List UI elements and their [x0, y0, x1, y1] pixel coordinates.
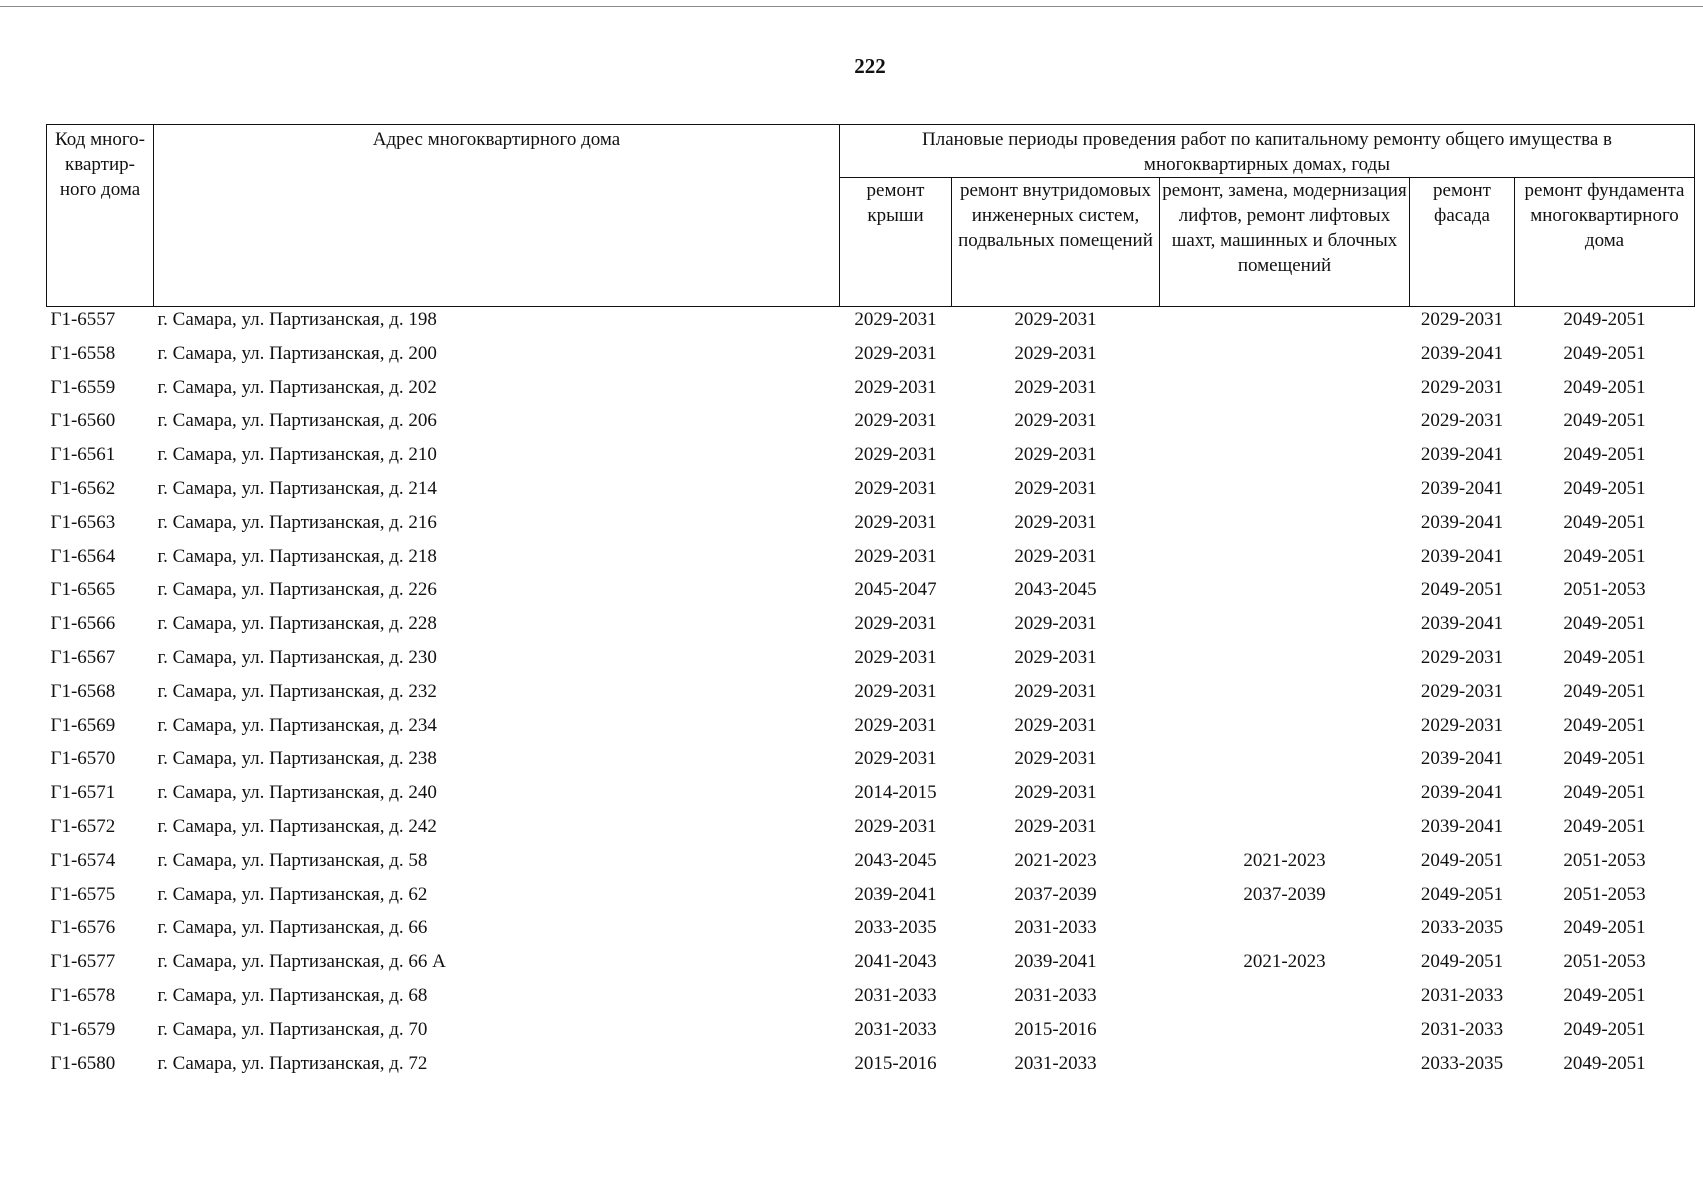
cell-code: Г1-6566 [50, 613, 116, 635]
cell-roof: 2033-2035 [854, 917, 937, 939]
cell-facade: 2029-2031 [1420, 309, 1504, 330]
cell-facade: 2039-2041 [1420, 545, 1504, 567]
cell-foundation: 2049-2051 [1563, 477, 1646, 499]
header-elevators: ремонт, замена, модернизация лифтов, ремонт лифтовых шахт, машинных и блочных помещений [1160, 178, 1410, 307]
cell-elevators [1160, 510, 1410, 544]
header-address: Адрес многоквартирного дома [154, 125, 840, 307]
cell-code: Г1-6575 [50, 883, 116, 905]
cell-roof: 2041-2043 [854, 951, 937, 973]
cell-address: г. Самара, ул. Партизанская, д. 72 [157, 1052, 428, 1074]
cell-elevators [1160, 983, 1410, 1017]
cell-address: г. Самара, ул. Партизанская, д. 210 [157, 444, 437, 466]
cell-facade: 2039-2041 [1420, 815, 1504, 837]
cell-elevators [1160, 375, 1410, 409]
cell-systems: 2029-2031 [1014, 680, 1097, 702]
cell-foundation: 2049-2051 [1563, 545, 1646, 567]
cell-elevators [1160, 780, 1410, 814]
cell-code: Г1-6577 [50, 951, 116, 973]
cell-systems: 2015-2016 [1014, 1018, 1097, 1040]
cell-code: Г1-6569 [50, 714, 116, 736]
cell-systems: 2029-2031 [1014, 613, 1097, 635]
cell-systems: 2031-2033 [1014, 917, 1097, 939]
cell-address: г. Самара, ул. Партизанская, д. 70 [157, 1018, 428, 1040]
cell-foundation: 2049-2051 [1563, 984, 1646, 1006]
cell-systems: 2029-2031 [1014, 444, 1097, 466]
cell-code: Г1-6574 [50, 849, 116, 871]
cell-elevators [1160, 577, 1410, 611]
table-row [47, 544, 1695, 578]
cell-facade: 2049-2051 [1420, 849, 1504, 871]
cell-roof: 2029-2031 [854, 444, 937, 466]
cell-facade: 2049-2051 [1420, 579, 1504, 601]
cell-address: г. Самара, ул. Партизанская, д. 66 [157, 917, 428, 939]
cell-facade: 2033-2035 [1420, 917, 1504, 939]
header-code: Код много-квартир-ного дома [47, 125, 154, 307]
cell-systems: 2029-2031 [1014, 410, 1097, 432]
table-row [47, 375, 1695, 409]
cell-address: г. Самара, ул. Партизанская, д. 232 [157, 680, 437, 702]
cell-roof: 2029-2031 [854, 477, 937, 499]
cell-foundation: 2051-2053 [1563, 883, 1646, 905]
table-row [47, 1017, 1695, 1051]
cell-address: г. Самара, ул. Партизанская, д. 228 [157, 613, 437, 635]
cell-roof: 2039-2041 [854, 883, 937, 905]
cell-foundation: 2049-2051 [1563, 1052, 1646, 1074]
cell-code: Г1-6560 [50, 410, 116, 432]
cell-address: г. Самара, ул. Партизанская, д. 216 [157, 511, 437, 533]
cell-address: г. Самара, ул. Партизанская, д. 242 [157, 815, 437, 837]
cell-facade: 2029-2031 [1420, 714, 1504, 736]
table-row [47, 408, 1695, 442]
cell-roof: 2029-2031 [854, 376, 937, 398]
table-row [47, 814, 1695, 848]
cell-elevators [1160, 746, 1410, 780]
cell-roof: 2014-2015 [854, 782, 937, 804]
cell-facade: 2049-2051 [1420, 951, 1504, 973]
cell-roof: 2029-2031 [854, 309, 937, 330]
cell-roof: 2031-2033 [854, 984, 937, 1006]
header-roof: ремонт крыши [840, 178, 952, 307]
table-row [47, 476, 1695, 510]
cell-roof: 2029-2031 [854, 511, 937, 533]
cell-roof: 2029-2031 [854, 714, 937, 736]
page-number: 222 [854, 54, 886, 78]
table-row [47, 949, 1695, 983]
cell-systems: 2029-2031 [1014, 477, 1097, 499]
cell-foundation: 2049-2051 [1563, 511, 1646, 533]
cell-facade: 2049-2051 [1420, 883, 1504, 905]
cell-address: г. Самара, ул. Партизанская, д. 62 [157, 883, 428, 905]
cell-roof: 2029-2031 [854, 410, 937, 432]
cell-elevators [1160, 408, 1410, 442]
cell-systems: 2029-2031 [1014, 376, 1097, 398]
table-row [47, 645, 1695, 679]
cell-foundation: 2049-2051 [1563, 646, 1646, 668]
table-row [47, 1051, 1695, 1085]
cell-facade: 2039-2041 [1420, 511, 1504, 533]
cell-facade: 2029-2031 [1420, 646, 1504, 668]
cell-facade: 2039-2041 [1420, 342, 1504, 364]
cell-systems: 2031-2033 [1014, 1052, 1097, 1074]
table-row [47, 915, 1695, 949]
cell-foundation: 2049-2051 [1563, 613, 1646, 635]
table-row [47, 679, 1695, 713]
cell-address: г. Самара, ул. Партизанская, д. 202 [157, 376, 437, 398]
cell-roof: 2029-2031 [854, 342, 937, 364]
cell-elevators [1160, 713, 1410, 747]
table-row [47, 780, 1695, 814]
cell-elevators: 2037-2039 [1243, 883, 1326, 905]
top-rule [0, 6, 1703, 7]
cell-address: г. Самара, ул. Партизанская, д. 234 [157, 714, 437, 736]
cell-systems: 2029-2031 [1014, 782, 1097, 804]
cell-facade: 2039-2041 [1420, 444, 1504, 466]
cell-foundation: 2049-2051 [1563, 917, 1646, 939]
cell-code: Г1-6576 [50, 917, 116, 939]
cell-address: г. Самара, ул. Партизанская, д. 66 А [157, 951, 446, 973]
cell-systems: 2043-2045 [1014, 579, 1097, 601]
cell-elevators [1160, 915, 1410, 949]
cell-systems: 2031-2033 [1014, 984, 1097, 1006]
table-row [47, 442, 1695, 476]
cell-systems: 2029-2031 [1014, 309, 1097, 330]
cell-address: г. Самара, ул. Партизанская, д. 200 [157, 342, 437, 364]
cell-facade: 2031-2033 [1420, 1018, 1504, 1040]
cell-code: Г1-6578 [50, 984, 116, 1006]
cell-foundation: 2049-2051 [1563, 444, 1646, 466]
cell-address: г. Самара, ул. Партизанская, д. 58 [157, 849, 428, 871]
cell-systems: 2021-2023 [1014, 849, 1097, 871]
cell-code: Г1-6557 [50, 309, 116, 330]
table-row [47, 848, 1695, 882]
cell-elevators [1160, 476, 1410, 510]
cell-roof: 2031-2033 [854, 1018, 937, 1040]
cell-systems: 2029-2031 [1014, 815, 1097, 837]
cell-systems: 2029-2031 [1014, 545, 1097, 567]
cell-code: Г1-6558 [50, 342, 116, 364]
cell-elevators [1160, 442, 1410, 476]
cell-foundation: 2049-2051 [1563, 680, 1646, 702]
header-periods: Плановые периоды проведения работ по капитальному ремонту общего имущества в многоквартирных домах, годы [840, 125, 1695, 178]
cell-foundation: 2049-2051 [1563, 782, 1646, 804]
cell-roof: 2029-2031 [854, 815, 937, 837]
table-body [47, 307, 1695, 1085]
header-foundation: ремонт фундамента многоквартирного дома [1515, 178, 1695, 307]
cell-code: Г1-6564 [50, 545, 116, 567]
table-row [47, 307, 1695, 341]
cell-address: г. Самара, ул. Партизанская, д. 240 [157, 782, 437, 804]
cell-roof: 2029-2031 [854, 680, 937, 702]
cell-code: Г1-6579 [50, 1018, 116, 1040]
cell-elevators [1160, 1017, 1410, 1051]
cell-foundation: 2051-2053 [1563, 849, 1646, 871]
table-row [47, 577, 1695, 611]
cell-facade: 2031-2033 [1420, 984, 1504, 1006]
table-header [47, 125, 1695, 307]
cell-systems: 2029-2031 [1014, 511, 1097, 533]
cell-foundation: 2049-2051 [1563, 376, 1646, 398]
cell-address: г. Самара, ул. Партизанская, д. 214 [157, 477, 437, 499]
cell-facade: 2029-2031 [1420, 680, 1504, 702]
cell-foundation: 2049-2051 [1563, 815, 1646, 837]
cell-facade: 2039-2041 [1420, 613, 1504, 635]
cell-address: г. Самара, ул. Партизанская, д. 238 [157, 748, 437, 770]
table-row [47, 713, 1695, 747]
cell-code: Г1-6568 [50, 680, 116, 702]
cell-code: Г1-6563 [50, 511, 116, 533]
cell-code: Г1-6571 [50, 782, 116, 804]
cell-systems: 2029-2031 [1014, 748, 1097, 770]
cell-foundation: 2049-2051 [1563, 748, 1646, 770]
cell-foundation: 2049-2051 [1563, 309, 1646, 330]
cell-code: Г1-6572 [50, 815, 116, 837]
cell-address: г. Самара, ул. Партизанская, д. 198 [157, 309, 437, 330]
table-row [47, 746, 1695, 780]
cell-address: г. Самара, ул. Партизанская, д. 206 [157, 410, 437, 432]
header-systems: ремонт внутридомовых инженерных систем, подвальных помещений [952, 178, 1160, 307]
cell-facade: 2033-2035 [1420, 1052, 1504, 1074]
cell-elevators [1160, 645, 1410, 679]
cell-foundation: 2049-2051 [1563, 1018, 1646, 1040]
cell-address: г. Самара, ул. Партизанская, д. 230 [157, 646, 437, 668]
table-row [47, 510, 1695, 544]
cell-roof: 2029-2031 [854, 646, 937, 668]
cell-systems: 2029-2031 [1014, 714, 1097, 736]
cell-facade: 2039-2041 [1420, 782, 1504, 804]
cell-facade: 2039-2041 [1420, 477, 1504, 499]
table-row [47, 983, 1695, 1017]
cell-elevators [1160, 611, 1410, 645]
cell-roof: 2043-2045 [854, 849, 937, 871]
cell-elevators [1160, 814, 1410, 848]
cell-code: Г1-6570 [50, 748, 116, 770]
cell-roof: 2029-2031 [854, 748, 937, 770]
table-row [47, 611, 1695, 645]
cell-facade: 2029-2031 [1420, 376, 1504, 398]
table-row [47, 882, 1695, 916]
header-row-top [47, 125, 1695, 178]
cell-code: Г1-6561 [50, 444, 116, 466]
cell-systems: 2037-2039 [1014, 883, 1097, 905]
cell-foundation: 2049-2051 [1563, 342, 1646, 364]
cell-systems: 2039-2041 [1014, 951, 1097, 973]
cell-facade: 2039-2041 [1420, 748, 1504, 770]
cell-elevators [1160, 307, 1410, 341]
cell-code: Г1-6562 [50, 477, 116, 499]
cell-address: г. Самара, ул. Партизанская, д. 68 [157, 984, 428, 1006]
cell-systems: 2029-2031 [1014, 342, 1097, 364]
cell-code: Г1-6580 [50, 1052, 116, 1074]
cell-address: г. Самара, ул. Партизанская, д. 226 [157, 579, 437, 601]
cell-roof: 2029-2031 [854, 613, 937, 635]
cell-address: г. Самара, ул. Партизанская, д. 218 [157, 545, 437, 567]
cell-elevators: 2021-2023 [1243, 849, 1326, 871]
cell-foundation: 2051-2053 [1563, 579, 1646, 601]
cell-roof: 2015-2016 [854, 1052, 937, 1074]
cell-elevators: 2021-2023 [1243, 951, 1326, 973]
cell-systems: 2029-2031 [1014, 646, 1097, 668]
cell-code: Г1-6559 [50, 376, 116, 398]
header-facade: ремонт фасада [1410, 178, 1515, 307]
repair-schedule-table [46, 124, 1695, 1084]
cell-elevators [1160, 1051, 1410, 1085]
cell-facade: 2029-2031 [1420, 410, 1504, 432]
cell-foundation: 2051-2053 [1563, 951, 1646, 973]
cell-elevators [1160, 544, 1410, 578]
cell-code: Г1-6567 [50, 646, 116, 668]
cell-foundation: 2049-2051 [1563, 714, 1646, 736]
cell-roof: 2045-2047 [854, 579, 937, 601]
cell-elevators [1160, 679, 1410, 713]
cell-roof: 2029-2031 [854, 545, 937, 567]
cell-code: Г1-6565 [50, 579, 116, 601]
cell-elevators [1160, 341, 1410, 375]
cell-foundation: 2049-2051 [1563, 410, 1646, 432]
table-row [47, 341, 1695, 375]
